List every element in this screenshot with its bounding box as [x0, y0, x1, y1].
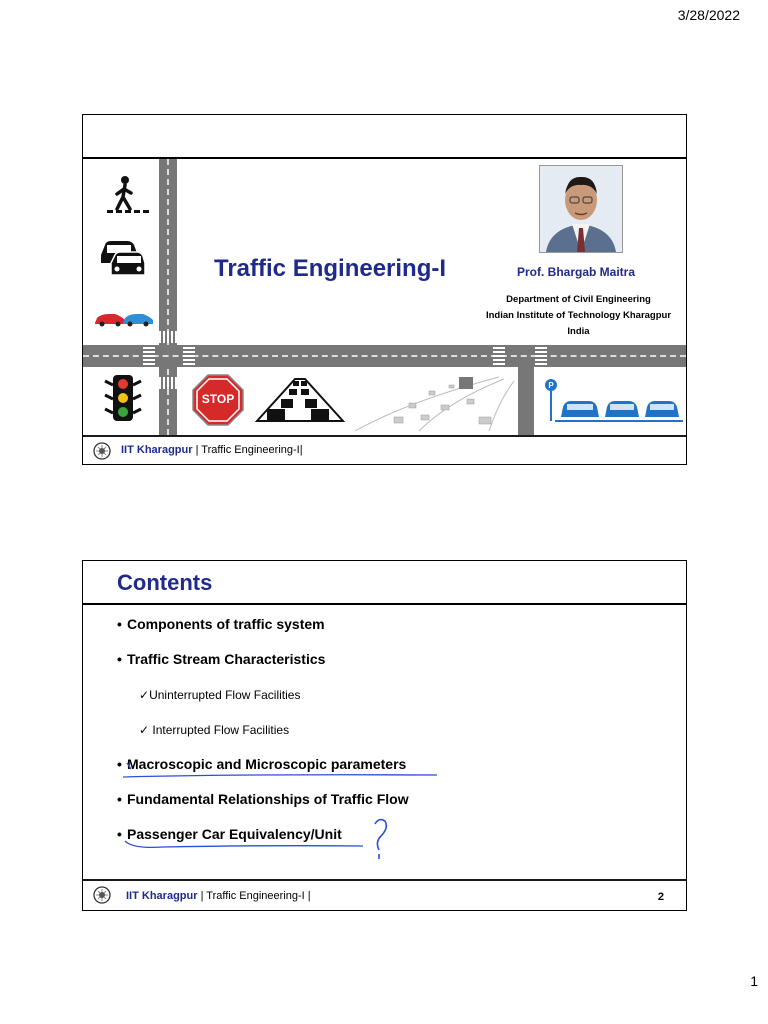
check-icon: ✓	[139, 723, 153, 737]
bullet-text: Passenger Car Equivalency/Unit	[127, 826, 342, 842]
page-number: 1	[750, 973, 758, 989]
page-date: 3/28/2022	[677, 7, 740, 23]
footer-divider	[83, 435, 686, 437]
slide-page-number: 2	[657, 891, 664, 903]
road-lane-mark	[167, 159, 169, 435]
iit-logo-icon	[91, 885, 113, 905]
slide-title: Traffic Engineering-I	[214, 255, 447, 282]
expressway-sketch-icon	[349, 371, 519, 433]
crosswalk	[535, 347, 547, 365]
traffic-light-icon	[103, 373, 143, 423]
check-icon: ✓	[139, 688, 150, 702]
ink-underline	[119, 757, 439, 781]
bullet-item: • Components of traffic system	[117, 616, 325, 632]
bullet-text: Fundamental Relationships of Traffic Flow	[127, 791, 409, 807]
colored-cars-icon	[93, 311, 155, 327]
sub-item	[139, 688, 300, 702]
slide-footer	[121, 444, 303, 456]
parking-icon	[539, 377, 685, 425]
bullet-text: Components of traffic system	[127, 616, 325, 632]
presenter-photo	[539, 165, 623, 253]
affiliation-line: India	[567, 326, 590, 337]
svg-text:P: P	[548, 381, 554, 390]
bullet-text: Traffic Stream Characteristics	[127, 651, 326, 667]
footer-divider	[83, 879, 686, 881]
vertical-road-right	[518, 365, 534, 435]
highway-traffic-icon	[255, 377, 345, 423]
footer-course: | Traffic Engineering-I |	[197, 890, 311, 902]
affiliation-line: Indian Institute of Technology Kharagpur	[485, 310, 672, 321]
bullet-item: • Fundamental Relationships of Traffic Flow	[117, 791, 409, 807]
header-divider	[83, 603, 686, 605]
traffic-jam-icon	[97, 233, 147, 279]
bullet-item: • Traffic Stream Characteristics	[117, 651, 326, 667]
footer-institute: IIT Kharagpur	[121, 444, 193, 456]
crosswalk	[493, 347, 505, 365]
bullet-text: Macroscopic and Microscopic parameters	[127, 756, 407, 772]
crosswalk	[159, 377, 177, 389]
contents-slide	[82, 560, 687, 911]
iit-logo-icon	[91, 441, 113, 461]
bullet-item: • Passenger Car Equivalency/Unit	[117, 826, 342, 842]
road-center-line	[83, 355, 686, 357]
affiliation	[475, 292, 682, 340]
bullet-item: • Macroscopic and Microscopic parameters	[117, 756, 407, 772]
crosswalk	[143, 347, 155, 365]
slide-footer	[126, 890, 311, 902]
sub-item-text: Interrupted Flow Facilities	[152, 723, 290, 737]
pedestrian-crossing-icon	[105, 175, 153, 215]
stop-sign-icon	[192, 374, 244, 426]
affiliation-line: Department of Civil Engineering	[506, 294, 651, 305]
sub-item-text: Uninterrupted Flow Facilities	[149, 688, 301, 702]
ink-question-mark	[369, 816, 391, 862]
crosswalk	[159, 331, 177, 343]
crosswalk	[183, 347, 195, 365]
presenter-name: Prof. Bhargab Maitra	[517, 265, 636, 279]
title-slide	[82, 114, 687, 465]
stop-sign-label: STOP	[201, 392, 235, 406]
footer-course: | Traffic Engineering-I|	[192, 444, 303, 456]
footer-institute: IIT Kharagpur	[126, 890, 198, 902]
sub-item	[139, 723, 289, 737]
ink-underline	[123, 835, 453, 859]
slide-heading: Contents	[117, 570, 213, 595]
